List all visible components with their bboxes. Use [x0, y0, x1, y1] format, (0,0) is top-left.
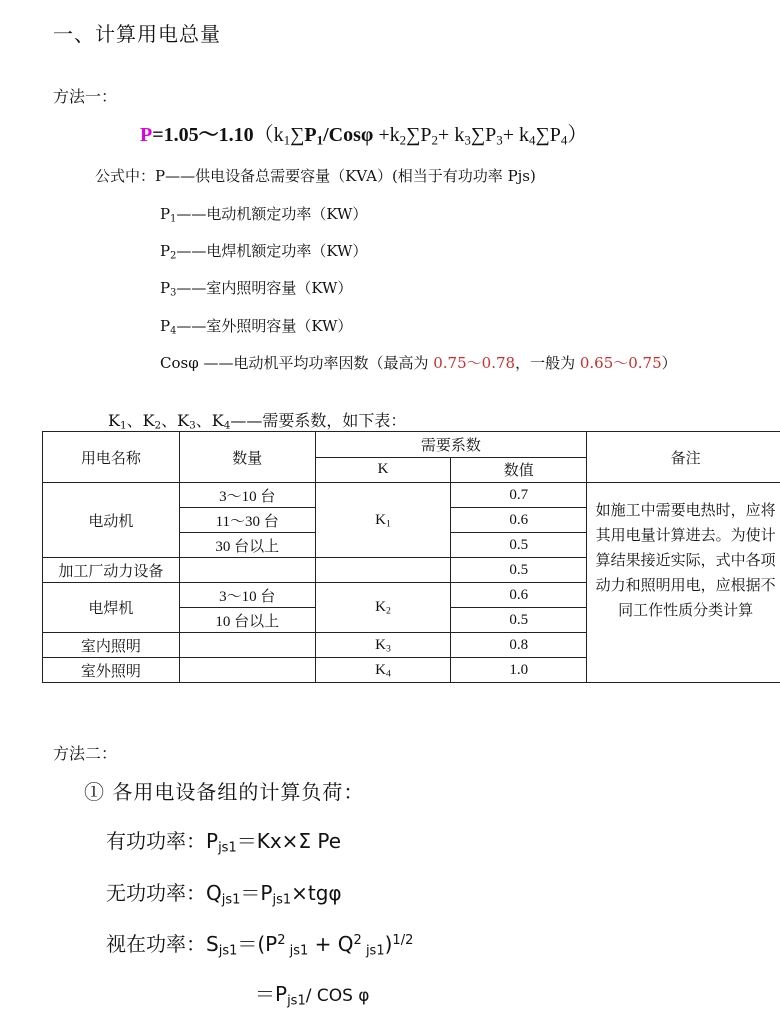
table-row [43, 483, 780, 508]
apparent-mid: ＝(P [237, 932, 278, 956]
apparent-power-formula [206, 932, 414, 959]
cell-v6: 0.5 [451, 608, 587, 633]
cell-k3 [315, 633, 451, 658]
cell-v7: 0.8 [451, 633, 587, 658]
reactive-sub: js1 [221, 892, 241, 908]
formula-sub4: 4 [529, 132, 536, 148]
k3-sub: 3 [385, 642, 391, 654]
formula-sub1: 1 [283, 132, 291, 148]
formula-sum2: ∑P [406, 124, 432, 146]
def-p1-symbol: P [160, 205, 171, 223]
def-p1-text: ——电动机额定功率（KW） [176, 205, 368, 223]
active-rest: ＝Kx×Σ Pe [236, 829, 342, 853]
active-sub: js1 [218, 840, 237, 856]
def-p4-text: ——室外照明容量（KW） [176, 317, 353, 335]
def-intro: 公式中：P——供电设备总需要容量（KVA）(相当于有功功率 Pjs) [95, 167, 536, 185]
k-intro-k3-sub: 3 [189, 419, 196, 432]
cell-note: 如施工中需要电热时，应将其用电量计算进去。为使计算结果接近实际，式中各项动力和照明用电，应根据不同工作性质分类计算 [587, 483, 780, 683]
active-power-line [106, 825, 341, 854]
def-cos-high: 0.75～0.78 [433, 354, 516, 372]
apparent-sub: js1 [218, 943, 238, 959]
apparent-sub2: js1 [361, 943, 385, 959]
def-cos-text-b: ，一般为 [515, 354, 580, 372]
eq-rest: / COS φ [305, 986, 370, 1006]
reactive-rest: ×tgφ [291, 881, 342, 905]
k1-sub: 1 [385, 517, 391, 529]
cell-factory-k [315, 558, 451, 583]
cell-outdoor-qty [179, 658, 315, 683]
method2-step1: ① 各用电设备组的计算负荷： [84, 780, 365, 804]
k-intro-k2-sub: 2 [154, 419, 162, 432]
reactive-power-label: 无功功率： [106, 881, 206, 905]
active-power-label: 有功功率： [106, 829, 206, 853]
active-P: P [206, 829, 219, 853]
def-p1 [160, 203, 367, 224]
def-p4 [160, 315, 352, 336]
formula-open: （k [253, 124, 284, 146]
eq-P: ＝P [255, 982, 288, 1006]
th-name: 用电名称 [43, 432, 180, 483]
cell-v2: 0.6 [451, 508, 587, 533]
formula-sub2: 2 [399, 132, 407, 148]
formula-plus1: +k [373, 124, 400, 146]
cell-indoor: 室内照明 [43, 633, 180, 658]
method2-label: 方法二： [53, 744, 118, 763]
th-k: K [315, 457, 451, 483]
th-value: 数值 [451, 457, 587, 483]
cell-welder-q1: 3～10 台 [179, 583, 315, 608]
def-p2 [160, 240, 367, 261]
formula-P1-sub: 1 [316, 132, 324, 148]
formula-range: =1.05～1.10 [152, 124, 254, 146]
k2-symbol: K [375, 599, 386, 615]
cell-v8: 1.0 [451, 658, 587, 683]
def-p2-text: ——电焊机额定功率（KW） [176, 242, 368, 260]
k1-symbol: K [375, 511, 386, 528]
formula-P2-sub: 2 [431, 132, 439, 148]
def-cos-low: 0.65～0.75 [579, 354, 662, 372]
cell-indoor-qty [179, 633, 315, 658]
k-intro [108, 408, 406, 431]
k-intro-k1: K [108, 411, 120, 430]
page-heading: 一、计算用电总量 [53, 22, 221, 46]
k-intro-k2: 、K [126, 411, 155, 430]
reactive-mid: ＝P [240, 881, 273, 905]
formula-P1: P [304, 124, 317, 146]
method1-formula [140, 118, 587, 147]
k4-sub: 4 [385, 667, 391, 679]
th-note: 备注 [587, 432, 780, 483]
def-p3 [160, 277, 352, 298]
def-cos-text-a: Cosφ ——电动机平均功率因数（最高为 [160, 354, 434, 372]
apparent-exponent: 1/2 [392, 932, 414, 948]
cell-factory: 加工厂动力设备 [43, 558, 180, 583]
th-qty: 数量 [179, 432, 315, 483]
formula-sum4: ∑P [535, 124, 561, 146]
def-p2-sub: 2 [170, 250, 177, 262]
cell-motor-q1: 3～10 台 [179, 483, 315, 508]
cell-k1 [315, 483, 451, 558]
apparent-power-cos-line [255, 978, 370, 1007]
cell-motor-q2: 11～30 台 [179, 508, 315, 533]
apparent-close: ) [384, 932, 393, 956]
apparent-sup2: 2 [353, 932, 362, 948]
formula-P: P [140, 124, 153, 146]
active-power-formula [206, 829, 342, 856]
formula-plus2: + k [438, 124, 465, 146]
cell-outdoor: 室外照明 [43, 658, 180, 683]
def-p4-symbol: P [160, 317, 171, 335]
formula-sum3: ∑P [470, 124, 497, 146]
eq-sub: js1 [287, 993, 306, 1009]
def-p4-sub: 4 [170, 325, 177, 337]
cell-factory-qty [179, 558, 315, 583]
def-cos [160, 352, 677, 373]
reactive-sub2: js1 [272, 892, 292, 908]
th-coef: 需要系数 [315, 432, 587, 458]
def-p1-sub: 1 [170, 213, 177, 225]
k2-sub: 2 [385, 605, 391, 617]
apparent-power-line [106, 928, 413, 957]
formula-P4-sub: 4 [560, 132, 568, 148]
k-intro-k1-sub: 1 [119, 419, 127, 432]
cell-v5: 0.6 [451, 583, 587, 608]
k-intro-k3: 、K [161, 411, 190, 430]
method1-label: 方法一： [53, 87, 118, 106]
cell-k2 [315, 583, 451, 633]
formula-plus3: + k [502, 124, 529, 146]
table-header-row [43, 432, 780, 458]
reactive-power-formula [206, 881, 342, 908]
def-p2-symbol: P [160, 242, 171, 260]
reactive-power-line [106, 877, 342, 906]
coefficient-table [42, 431, 780, 683]
apparent-power-label: 视在功率： [106, 932, 206, 956]
k-intro-rest: ——需要系数，如下表： [230, 411, 407, 430]
cell-v1: 0.7 [451, 483, 587, 508]
cell-v4: 0.5 [451, 558, 587, 583]
k-intro-k4-sub: 4 [223, 419, 231, 432]
formula-P3-sub: 3 [496, 132, 503, 148]
cell-motor-q3: 30 台以上 [179, 533, 315, 558]
formula-cos: /Cosφ [323, 124, 374, 146]
def-p3-sub: 3 [170, 287, 177, 299]
apparent-sub1: js1 [285, 943, 309, 959]
def-p3-symbol: P [160, 279, 171, 297]
cell-v3: 0.5 [451, 533, 587, 558]
cell-welder: 电焊机 [43, 583, 180, 633]
apparent-plus: + Q [308, 932, 354, 956]
def-p3-text: ——室内照明容量（KW） [176, 279, 353, 297]
cell-k4 [315, 658, 451, 683]
reactive-Q: Q [206, 881, 222, 905]
cell-welder-q2: 10 台以上 [179, 608, 315, 633]
k4-symbol: K [375, 661, 386, 678]
apparent-S: S [206, 932, 219, 956]
def-cos-text-c: ） [661, 354, 677, 372]
formula-close: ） [567, 124, 588, 146]
formula-sum1: ∑ [290, 124, 305, 146]
apparent-sup1: 2 [277, 932, 286, 948]
cell-motor: 电动机 [43, 483, 180, 558]
formula-sub3: 3 [464, 132, 471, 148]
k-intro-k4: 、K [195, 411, 224, 430]
k3-symbol: K [375, 636, 386, 653]
